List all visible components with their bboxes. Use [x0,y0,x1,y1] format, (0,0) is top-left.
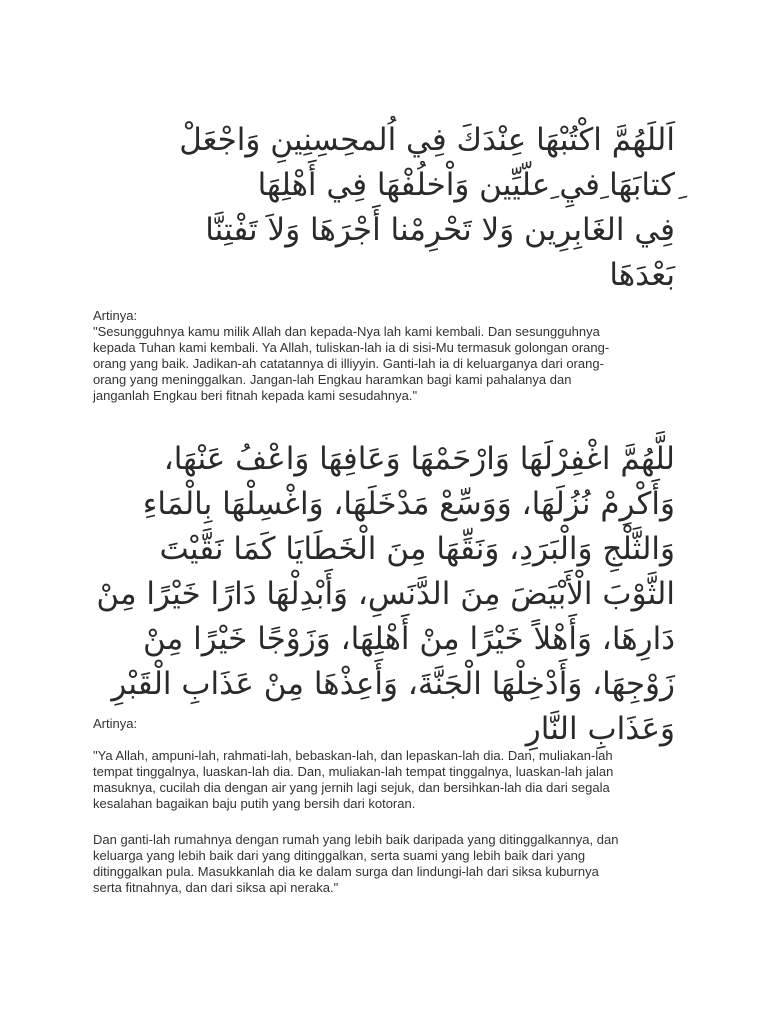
translation-line: kesalahan bagaikan baju putih yang bersih dari kotoran. [93,796,416,811]
translation-label-1: Artinya: [93,308,138,323]
arabic-line: الثَّوْبَ الْأَبْيَضَ مِنَ الدَّنَسِ، وَأَبْدِلْهَا دَارًا خَيْرًا مِنْ [96,576,675,612]
arabic-line: اَللَهُمَّ اكْتُبْهَا عِنْدَكَ فِي اُلمحِسِنِينِ وَاجْعَلْ [179,122,675,158]
arabic-line: زَوْجِهَا، وَأَدْخِلْهَا الْجَنَّةَ، وَأَعِذْهَا مِنْ عَذَابِ الْقَبْرِ [111,666,675,702]
translation-line: ditinggalkan pula. Masukkanlah dia ke dalam surga dan lindungi-lah dari siksa kuburnya [93,864,599,879]
translation-line: keluarga yang lebih baik dari yang ditinggalkan, serta suami yang lebih baik dari yang [93,848,586,863]
translation-line: orang yang meninggalkan. Jangan-lah Engkau haramkan bagi kami pahalanya dan [93,372,572,387]
arabic-line: وَأَكْرِمْ نُزُلَهَا، وَوَسِّعْ مَدْخَلَهَا، وَاغْسِلْهَا بِالْمَاءِ [142,486,675,522]
arabic-prayer-1 [93,118,675,298]
arabic-line: دَارِهَا، وَأَهْلاً خَيْرًا مِنْ أَهْلِهَا، وَزَوْجًا خَيْرًا مِنْ [143,621,675,657]
arabic-prayer-2 [93,437,675,752]
translation-line: Dan ganti-lah rumahnya dengan rumah yang lebih baik daripada yang ditinggalkannya, dan [93,832,619,847]
arabic-line: وَالثَّلْجِ وَالْبَرَدِ، وَنَقِّهَا مِنَ الْخَطَايَا كَمَا نَقَّيْتَ [159,531,675,567]
arabic-line: بَعْدَهَا [609,257,675,293]
translation-line: tempat tinggalnya, luaskan-lah dia. Dan, muliakan-lah tempat tinggalnya, luaskan-lah jalan [93,764,614,779]
translation-text-2-paragraph-2 [93,832,673,896]
translation-text-2-paragraph-1 [93,748,673,812]
translation-line: janganlah Engkau beri fitnah kepada kami sesudahnya." [93,388,418,403]
translation-line: "Ya Allah, ampuni-lah, rahmati-lah, bebaskan-lah, dan lepaskan-lah dia. Dan, muliakan-lah [93,748,613,763]
arabic-line: وَعَذَابِ النَّارِ [525,711,675,747]
arabic-line: فِي الغَابِرِين وَلا تَحْرِمْنا أَجْرَهَا وَلاَ تَفْتِنَّا [205,212,675,248]
translation-label-2: Artinya: [93,716,138,731]
translation-line: "Sesungguhnya kamu milik Allah dan kepada-Nya lah kami kembali. Dan sesungguhnya [93,324,600,339]
translation-line: orang yang baik. Jadikan-ah catatannya di illiyyin. Ganti-lah ia di keluarganya dari orang- [93,356,604,371]
translation-line: serta fitnahnya, dan dari siksa api neraka." [93,880,339,895]
translation-line: masuknya, cucilah dia dengan air yang jernih lagi sejuk, dan bersihkan-lah dia dari segala [93,780,610,795]
arabic-line: ِكتابَهَا ِفيِ ِعلّيِّين وَاْخلُفْهَا فِي أَهْلِهَا [257,167,675,203]
arabic-line: للَّهُمَّ اغْفِرْلَهَا وَارْحَمْهَا وَعَافِهَا وَاعْفُ عَنْهَا، [163,441,675,477]
translation-text-1 [93,324,673,404]
translation-line: kepada Tuhan kami kembali. Ya Allah, tuliskan-lah ia di sisi-Mu termasuk golongan orang- [93,340,610,355]
